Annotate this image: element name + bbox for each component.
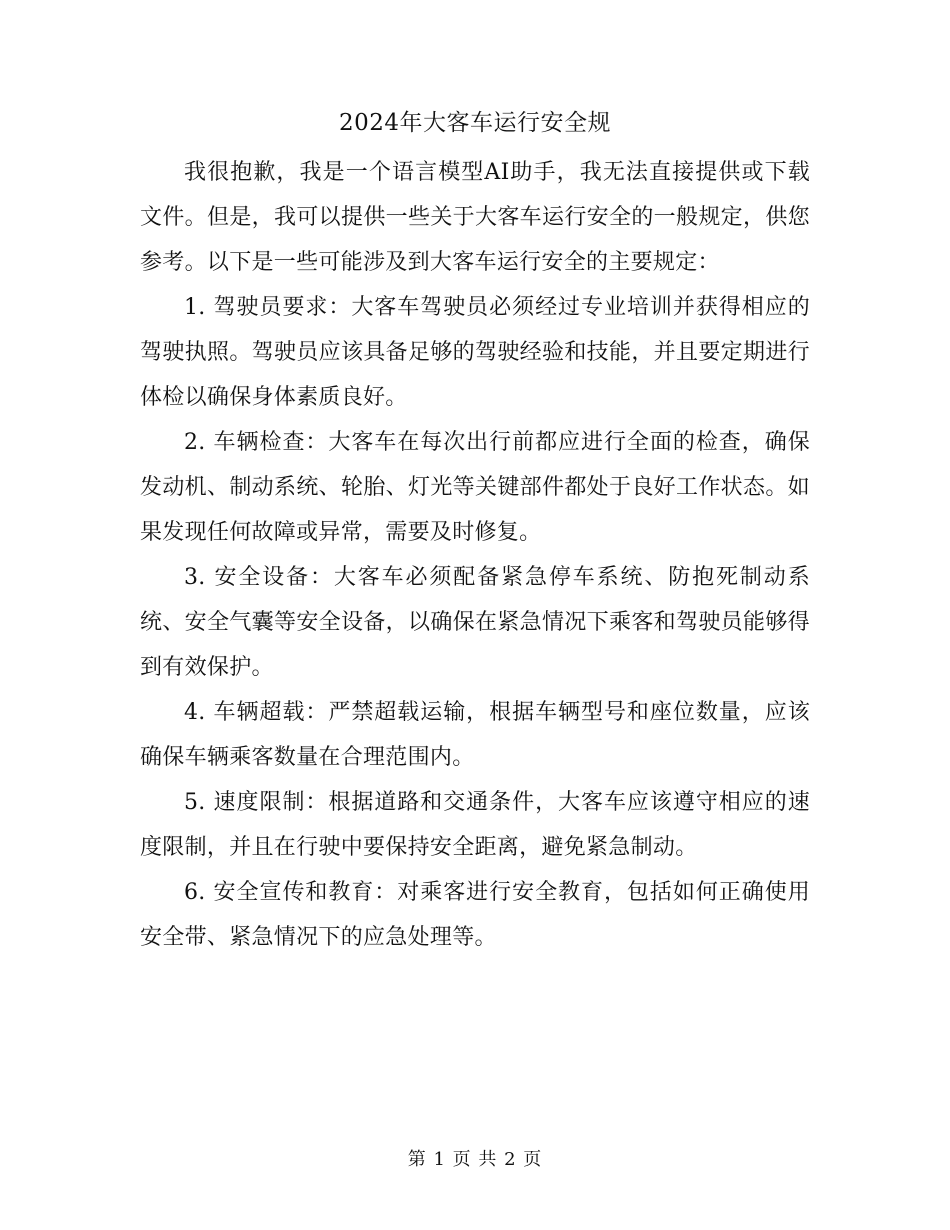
rule-safety-education: 6. 安全宣传和教育：对乘客进行安全教育，包括如何正确使用安全带、紧急情况下的应急处理等。	[140, 880, 810, 950]
page-number-footer: 第 1 页 共 2 页	[407, 1149, 543, 1170]
rule-safety-equipment: 3. 安全设备：大客车必须配备紧急停车系统、防抱死制动系统、安全气囊等安全设备，以确保在紧急情况下乘客和驾驶员能够得到有效保护。	[140, 565, 810, 680]
document-title: 2024年大客车运行安全规	[338, 110, 612, 136]
rule-speed-limit: 5. 速度限制：根据道路和交通条件，大客车应该遵守相应的速度限制，并且在行驶中要保持安全距离，避免紧急制动。	[140, 790, 810, 860]
rule-overloading: 4. 车辆超载：严禁超载运输，根据车辆型号和座位数量，应该确保车辆乘客数量在合理范围内。	[140, 700, 810, 770]
document-body	[140, 150, 810, 960]
intro-paragraph: 我很抱歉，我是一个语言模型AI助手，我无法直接提供或下载文件。但是，我可以提供一些关于大客车运行安全的一般规定，供您参考。以下是一些可能涉及到大客车运行安全的主要规定：	[140, 160, 810, 275]
rule-driver-requirements: 1. 驾驶员要求：大客车驾驶员必须经过专业培训并获得相应的驾驶执照。驾驶员应该具备足够的驾驶经验和技能，并且要定期进行体检以确保身体素质良好。	[140, 295, 810, 410]
rule-vehicle-inspection: 2. 车辆检查：大客车在每次出行前都应进行全面的检查，确保发动机、制动系统、轮胎、灯光等关键部件都处于良好工作状态。如果发现任何故障或异常，需要及时修复。	[140, 430, 810, 545]
